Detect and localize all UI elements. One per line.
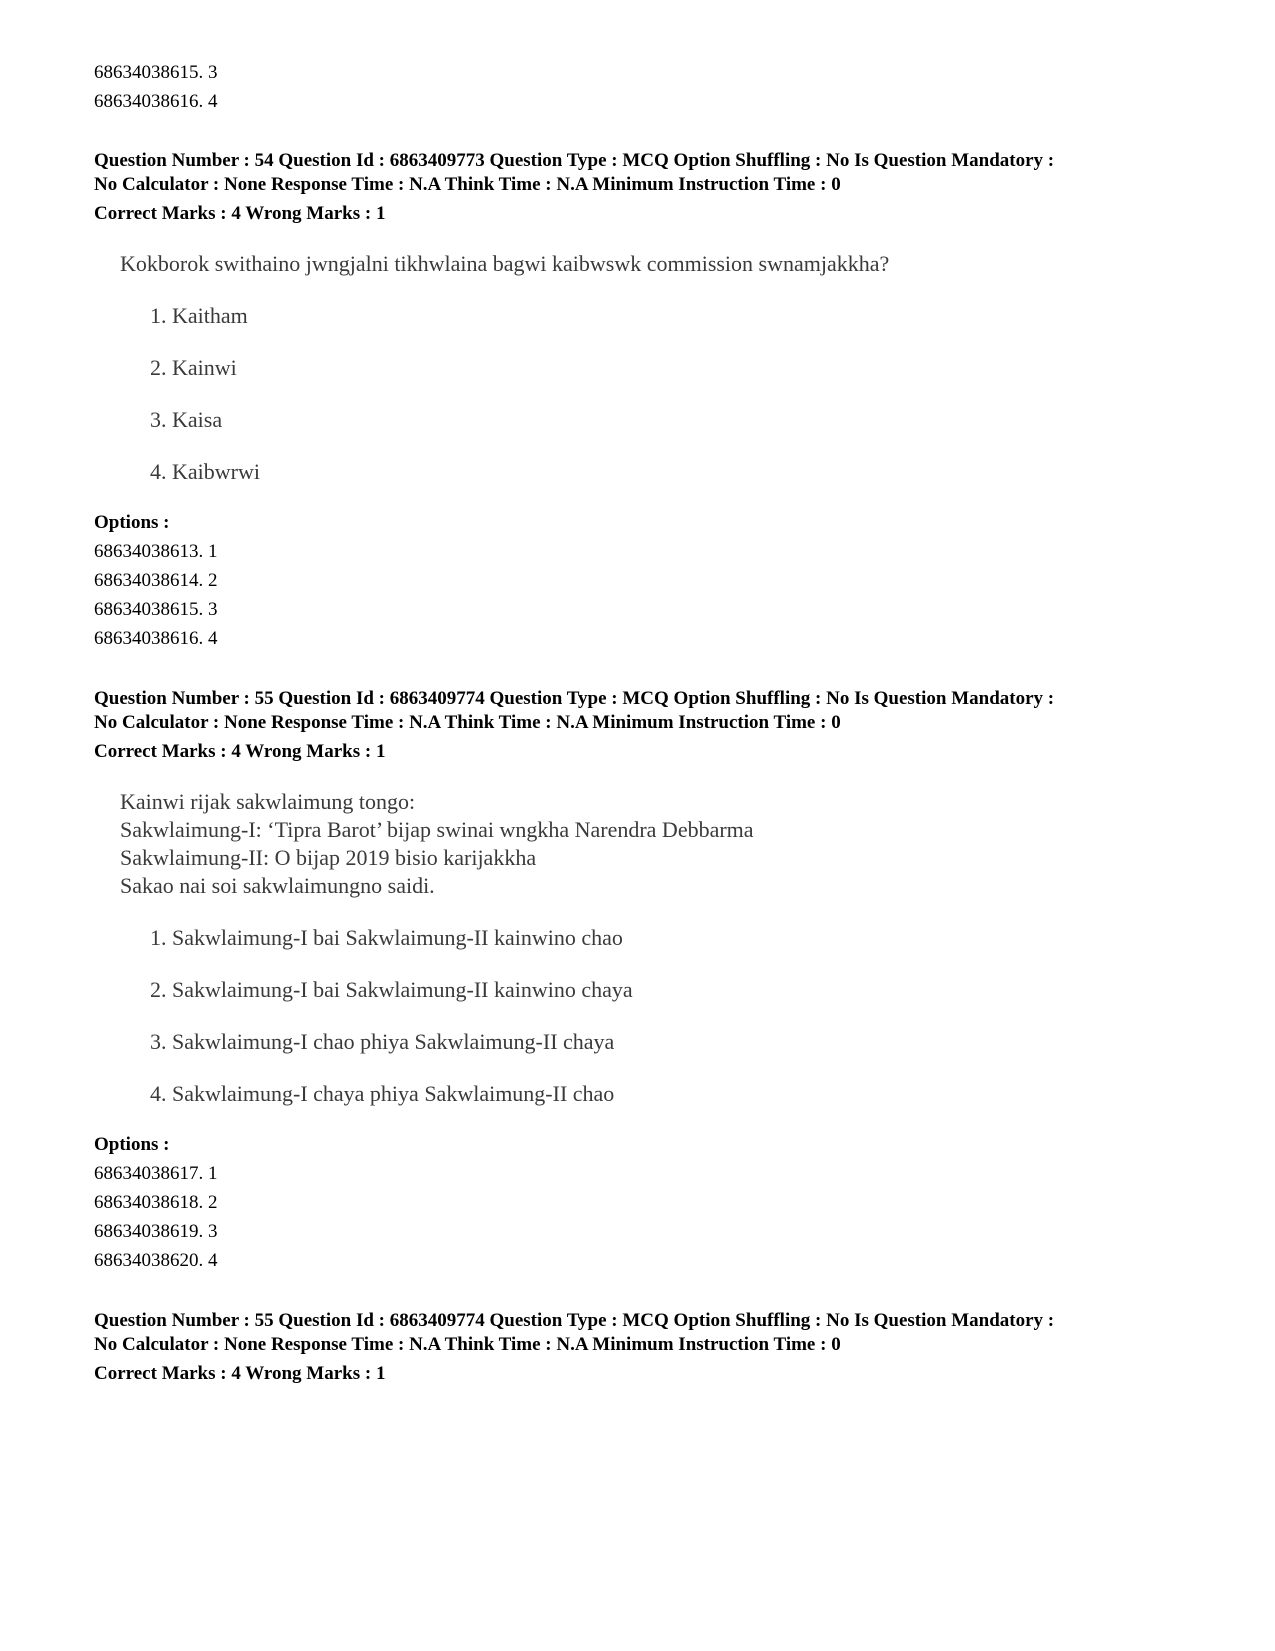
option-line: 68634038616. 4 [94,628,218,649]
question-marks: Correct Marks : 4 Wrong Marks : 1 [94,741,386,762]
option-line: 68634038620. 4 [94,1250,218,1271]
question-55-block [94,687,1214,1275]
question-meta-line2: No Calculator : None Response Time : N.A Think Time : N.A Minimum Instruction Time : 0 [94,712,841,733]
question-image [94,250,1214,486]
option-line: 68634038619. 3 [94,1221,218,1242]
question-meta-line1: Question Number : 54 Question Id : 6863409773 Question Type : MCQ Option Shuffling : No Is Question Mandatory : [94,150,1055,171]
question-meta-line2: No Calculator : None Response Time : N.A Think Time : N.A Minimum Instruction Time : 0 [94,174,841,195]
option-line: 68634038615. 3 [94,599,218,620]
question-text-line: Sakwlaimung-II: O bijap 2019 bisio karijakkha [120,845,537,870]
top-options-list [94,58,1214,116]
question-meta-line1: Question Number : 55 Question Id : 6863409774 Question Type : MCQ Option Shuffling : No Is Question Mandatory : [94,688,1055,709]
question-choice: 4. Sakwlaimung-I chaya phiya Sakwlaimung-II chao [150,1081,615,1106]
option-line: 68634038618. 2 [94,1192,218,1213]
options-label: Options : [94,512,170,533]
question-choice: 3. Sakwlaimung-I chao phiya Sakwlaimung-II chaya [150,1029,615,1054]
question-meta-line1: Question Number : 55 Question Id : 6863409774 Question Type : MCQ Option Shuffling : No Is Question Mandatory : [94,1310,1055,1331]
question-choice: 1. Sakwlaimung-I bai Sakwlaimung-II kainwino chao [150,925,623,950]
question-text-line: Sakao nai soi sakwlaimungno saidi. [120,873,435,898]
question-marks: Correct Marks : 4 Wrong Marks : 1 [94,203,386,224]
question-54-block [94,149,1214,653]
question-choice: 4. Kaibwrwi [150,459,260,484]
question-image [94,788,1214,1108]
question-choice: 1. Kaitham [150,303,248,328]
question-text-line: Sakwlaimung-I: ‘Tipra Barot’ bijap swinai wngkha Narendra Debbarma [120,817,754,842]
question-choice: 2. Kainwi [150,355,237,380]
question-choice: 3. Kaisa [150,407,223,432]
option-line: 68634038617. 1 [94,1163,218,1184]
option-line: 68634038613. 1 [94,541,218,562]
document-page [94,58,1214,1388]
question-meta-line2: No Calculator : None Response Time : N.A Think Time : N.A Minimum Instruction Time : 0 [94,1334,841,1355]
question-text: Kokborok swithaino jwngjalni tikhwlaina bagwi kaibwswk commission swnamjakkha? [120,251,890,276]
question-marks: Correct Marks : 4 Wrong Marks : 1 [94,1363,386,1384]
question-choice: 2. Sakwlaimung-I bai Sakwlaimung-II kainwino chaya [150,977,633,1002]
question-text-line: Kainwi rijak sakwlaimung tongo: [120,789,416,814]
option-line: 68634038616. 4 [94,91,218,112]
option-line: 68634038615. 3 [94,62,218,83]
option-line: 68634038614. 2 [94,570,218,591]
options-label: Options : [94,1134,170,1155]
question-55-repeat-block [94,1309,1214,1388]
